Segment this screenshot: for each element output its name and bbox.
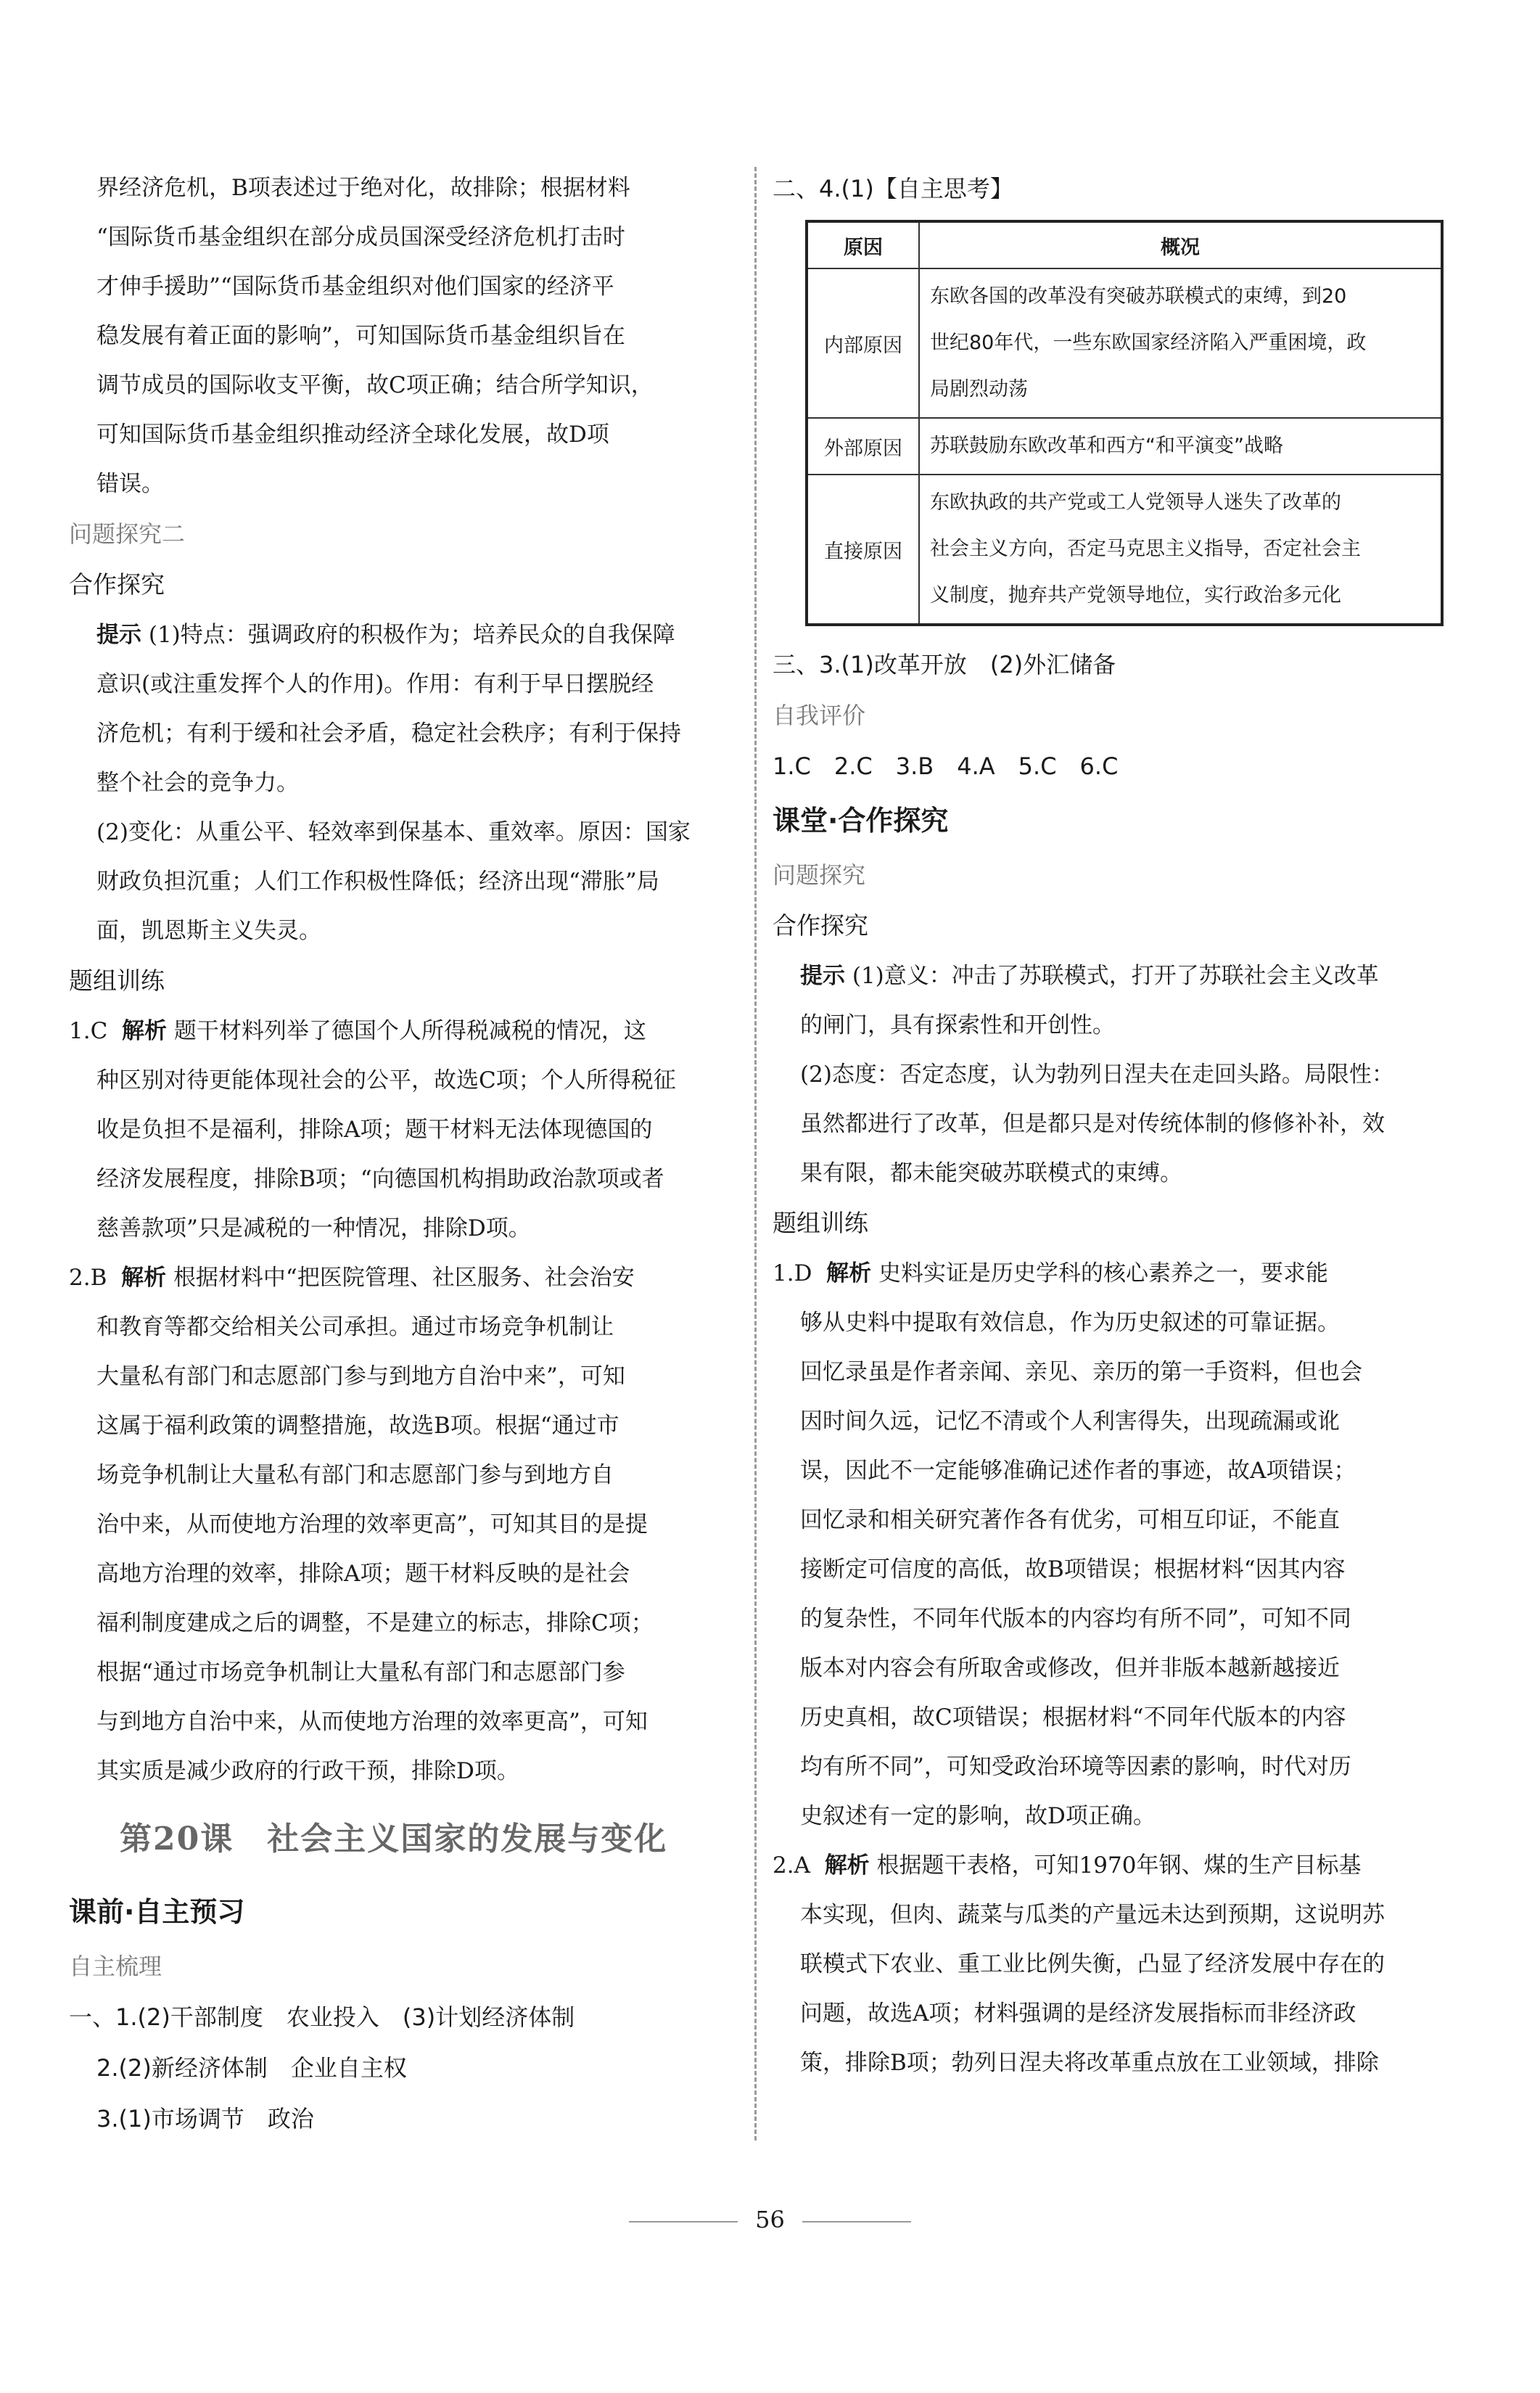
table-row: 内部原因 东欧各国的改革没有突破苏联模式的束缚，到20 世纪80年代，一些东欧国家经济陷入严重困境，政 局剧烈动荡 (807, 268, 1442, 418)
table-header-cause: 原因 (807, 221, 919, 268)
section-in-class: 课堂·合作探究 (773, 805, 949, 837)
page-number: 56 (755, 2206, 785, 2233)
page-footer (0, 2206, 1540, 2233)
footer-right-rule (802, 2221, 911, 2222)
heading-problem-2: 问题探究二 (69, 520, 186, 548)
footer-left-rule (629, 2221, 738, 2222)
table-row: 直接原因 东欧执政的共产党或工人党领导人迷失了改革的 社会主义方向，否定马克思主义指导，否定社会主 义制度，抛弃共产党领导地位，实行政治多元化 (807, 475, 1442, 625)
answer-three: 三、3.(1)改革开放 (2)外汇储备 (773, 651, 1116, 678)
left-paragraph-1: 界经济危机，B项表述过于绝对化，故排除；根据材料 “国际货币基金组织在部分成员国深受经济危机打击时 才伸手援助”“国际货币基金组织对他们国家的经济平 稳发展有着正面的影响”，可知国际货币基金组织旨在 调节成员的国际收支平衡，故C项正确；结合所学知识， 可知国际货币基金组织推动经济全球化发展，故D项 错误。 (96, 175, 654, 497)
heading-self-think: 二、4.(1)【自主思考】 (773, 175, 1013, 202)
heading-self-sort: 自主梳理 (69, 1953, 162, 1980)
heading-coop-right: 合作探究 (773, 911, 868, 940)
column-divider (754, 167, 757, 2140)
right-tip: 提示 (1)意义：冲击了苏联模式，打开了苏联社会主义改革 的闸门，具有探索性和开创性。 (2)态度：否定态度，认为勃列日涅夫在走回头路。局限性： 虽然都进行了改革，但是都只是对传统体制的修修补补，效 果有限，都未能突破苏联模式的束缚。 (800, 963, 1394, 1186)
eval-answers: 1.C 2.C 3.B 4.A 5.C 6.C (773, 752, 1119, 780)
answer-line-3: 3.(1)市场调节 政治 (96, 2105, 314, 2133)
table-row: 外部原因 苏联鼓励东欧改革和西方“和平演变”战略 (807, 418, 1442, 475)
answer-line-2: 2.(2)新经济体制 企业自主权 (96, 2054, 407, 2082)
answer-line-1: 一、1.(2)干部制度 农业投入 (3)计划经济体制 (69, 2003, 575, 2031)
tip-label-right: 提示 (800, 963, 845, 989)
reasons-table (805, 220, 1444, 626)
section-pre-class: 课前·自主预习 (69, 1896, 245, 1928)
table-header-desc: 概况 (919, 221, 1442, 268)
left-column (69, 163, 740, 2144)
left-question-2: 2.B 解析 根据材料中“把医院管理、社区服务、社会治安 和教育等都交给相关公司承担。通过市场竞争机制让 大量私有部门和志愿部门参与到地方自治中来”，可知 这属于福利政策的调整措施，故选B项。根据“通过市 场竞争机制让大量私有部门和志愿部门参与到地方自 治中来，从而使地方治理的效率更高”，可知其目的是提 高地方治理的效率，排除A项；题干材料反映的是社会 福利制度建成之后的调整，不是建立的标志，排除C项； 根据“通过市场竞争机制让大量私有部门和志愿部门参 与到地方自治中来，从而使地方治理的效率更高”，可知 其实质是减少政府的行政干预，排除D项。 (69, 1265, 654, 1784)
table-header-row (807, 221, 1442, 268)
right-question-1: 1.D 解析 史料实证是历史学科的核心素养之一，要求能 够从史料中提取有效信息，作为历史叙述的可靠证据。 回忆录虽是作者亲闻、亲见、亲历的第一手资料，但也会 因时间久远，记忆不清或个人利害得失，出现疏漏或讹 误，因此不一定能够准确记述作者的事迹，故A项错误； 回忆录和相关研究著作各有优劣，可相互印证，不能直 接断定可信度的高低，故B项错误；根据材料“因其内容 的复杂性，不同年代版本的内容均有所不同”，可知不同 版本对内容会有所取舍或修改，但并非版本越新越接近 历史真相，故C项错误；根据材料“不同年代版本的内容 均有所不同”，可知受政治环境等因素的影响，时代对历 史叙述有一定的影响，故D项正确。 (773, 1260, 1362, 1829)
left-tip: 提示 (1)特点：强调政府的积极作为；培养民众的自我保障 意识(或注重发挥个人的作用)。作用：有利于早日摆脱经 济危机；有利于缓和社会矛盾，稳定社会秩序；有利于保持 整个社会的竞争力。 (2)变化：从重公平、轻效率到保基本、重效率。原因：国家 财政负担沉重；人们工作积极性降低；经济出现“滞胀”局 面，凯恩斯主义失灵。 (96, 622, 691, 944)
tip-label: 提示 (96, 622, 141, 648)
lesson-title: 第20课 社会主义国家的发展与变化 (120, 1821, 668, 1858)
heading-self-eval: 自我评价 (773, 702, 866, 729)
heading-group-training: 题组训练 (69, 966, 165, 995)
heading-coop: 合作探究 (69, 570, 165, 599)
heading-problem: 问题探究 (773, 861, 866, 889)
left-question-1: 1.C 解析 题干材料列举了德国个人所得税减税的情况，这 种区别对待更能体现社会的公平，故选C项；个人所得税征 收是负担不是福利，排除A项；题干材料无法体现德国的 经济发展程度，排除B项；“向德国机构捐助政治款项或者 慈善款项”只是减税的一种情况，排除D项。 (69, 1018, 676, 1241)
right-column (773, 163, 1447, 2088)
right-question-2: 2.A 解析 根据题干表格，可知1970年钢、煤的生产目标基 本实现，但肉、蔬菜与瓜类的产量远未达到预期，这说明苏 联模式下农业、重工业比例失衡，凸显了经济发展中存在的 问题，故选A项；材料强调的是经济发展指标而非经济政 策，排除B项；勃列日涅夫将改革重点放在工业领域，排除 (773, 1852, 1385, 2076)
heading-group-training-right: 题组训练 (773, 1209, 868, 1237)
